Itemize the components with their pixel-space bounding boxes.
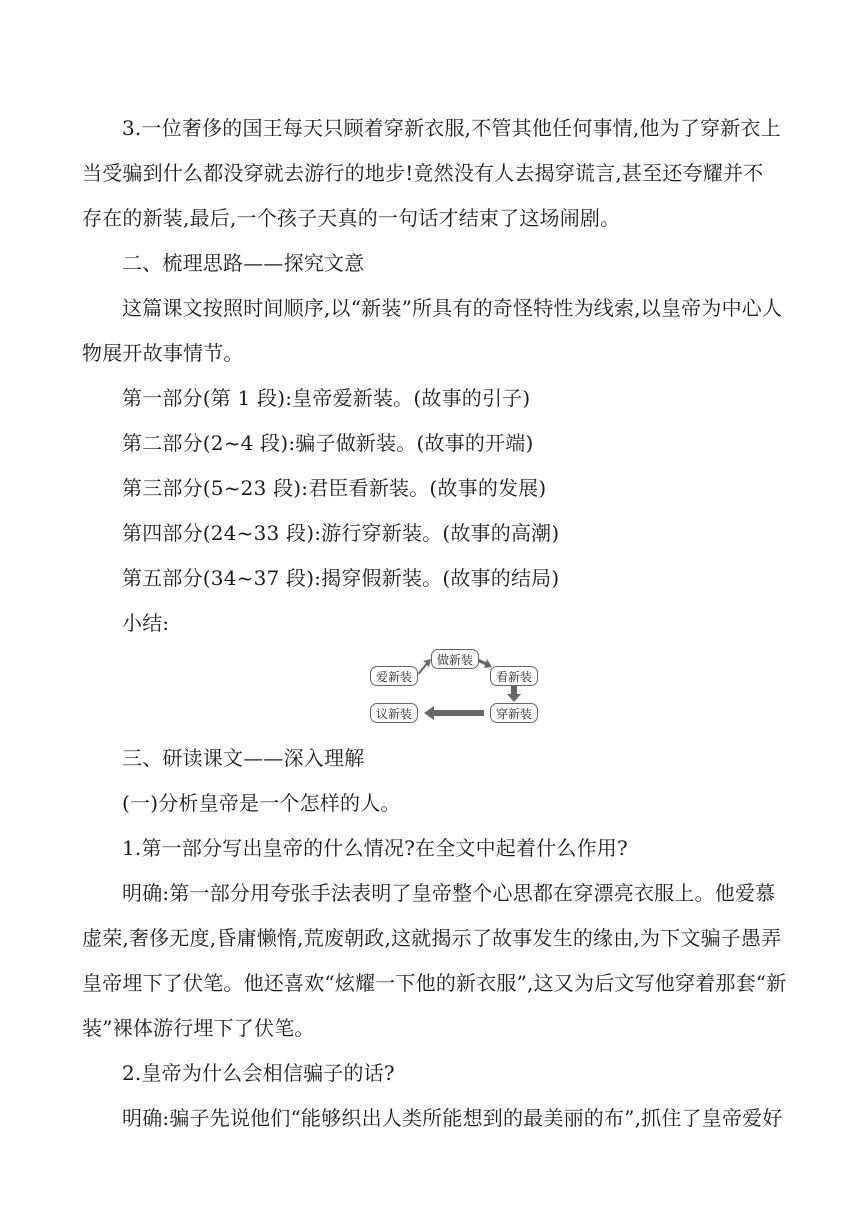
part-5: 第五部分(34~37 段):揭穿假新装。(故事的结局) xyxy=(122,566,560,590)
arrow-see-to-wear xyxy=(507,686,521,702)
part-2: 第二部分(2~4 段):骗子做新装。(故事的开端) xyxy=(122,431,534,455)
para3-line2: 当受骗到什么都没穿就去游行的地步!竟然没有人去揭穿谎言,甚至还夸耀并不 xyxy=(82,161,764,185)
node-love-clothes: 爱新装 xyxy=(370,666,418,686)
section2-heading: 二、梳理思路——探究文意 xyxy=(122,251,365,275)
node-discuss-clothes: 议新装 xyxy=(370,703,418,723)
node-wear-clothes: 穿新装 xyxy=(490,703,538,723)
answer-1-line2: 虚荣,奢侈无度,昏庸懒惰,荒废朝政,这就揭示了故事发生的缘由,为下文骗子愚弄 xyxy=(82,926,782,950)
node-make-clothes: 做新装 xyxy=(431,649,479,669)
arrow-love-to-make xyxy=(418,659,431,675)
diagram-arrows xyxy=(368,646,538,726)
summary-label: 小结: xyxy=(122,611,170,635)
arrow-wear-to-discuss xyxy=(424,706,484,720)
answer-1-line1: 明确:第一部分用夸张手法表明了皇帝整个心思都在穿漂亮衣服上。他爱慕 xyxy=(122,881,776,905)
answer-1-line4: 装”裸体游行埋下了伏笔。 xyxy=(82,1016,315,1040)
question-2: 2.皇帝为什么会相信骗子的话? xyxy=(122,1061,395,1085)
section2-intro-line2: 物展开故事情节。 xyxy=(82,341,244,365)
part-1: 第一部分(第 1 段):皇帝爱新装。(故事的引子) xyxy=(122,386,531,410)
para3-line3: 存在的新装,最后,一个孩子天真的一句话才结束了这场闹剧。 xyxy=(82,206,621,230)
section3-heading: 三、研读课文——深入理解 xyxy=(122,746,365,770)
part-3: 第三部分(5~23 段):君臣看新装。(故事的发展) xyxy=(122,476,547,500)
arrow-make-to-see xyxy=(478,659,492,668)
plot-flow-diagram xyxy=(368,646,538,726)
part-4: 第四部分(24~33 段):游行穿新装。(故事的高潮) xyxy=(122,521,560,545)
question-1: 1.第一部分写出皇帝的什么情况?在全文中起着什么作用? xyxy=(122,836,628,860)
subsection-1-title: (一)分析皇帝是一个怎样的人。 xyxy=(122,791,401,815)
section2-intro-line1: 这篇课文按照时间顺序,以“新装”所具有的奇怪特性为线索,以皇帝为中心人 xyxy=(122,296,783,320)
node-see-clothes: 看新装 xyxy=(490,666,538,686)
answer-2-line1: 明确:骗子先说他们“能够织出人类所能想到的最美丽的布”,抓住了皇帝爱好 xyxy=(122,1106,783,1130)
para3-line1: 3.一位奢侈的国王每天只顾着穿新衣服,不管其他任何事情,他为了穿新衣上 xyxy=(122,116,781,140)
answer-1-line3: 皇帝埋下了伏笔。他还喜欢“炫耀一下他的新衣服”,这又为后文写他穿着那套“新 xyxy=(82,971,787,995)
